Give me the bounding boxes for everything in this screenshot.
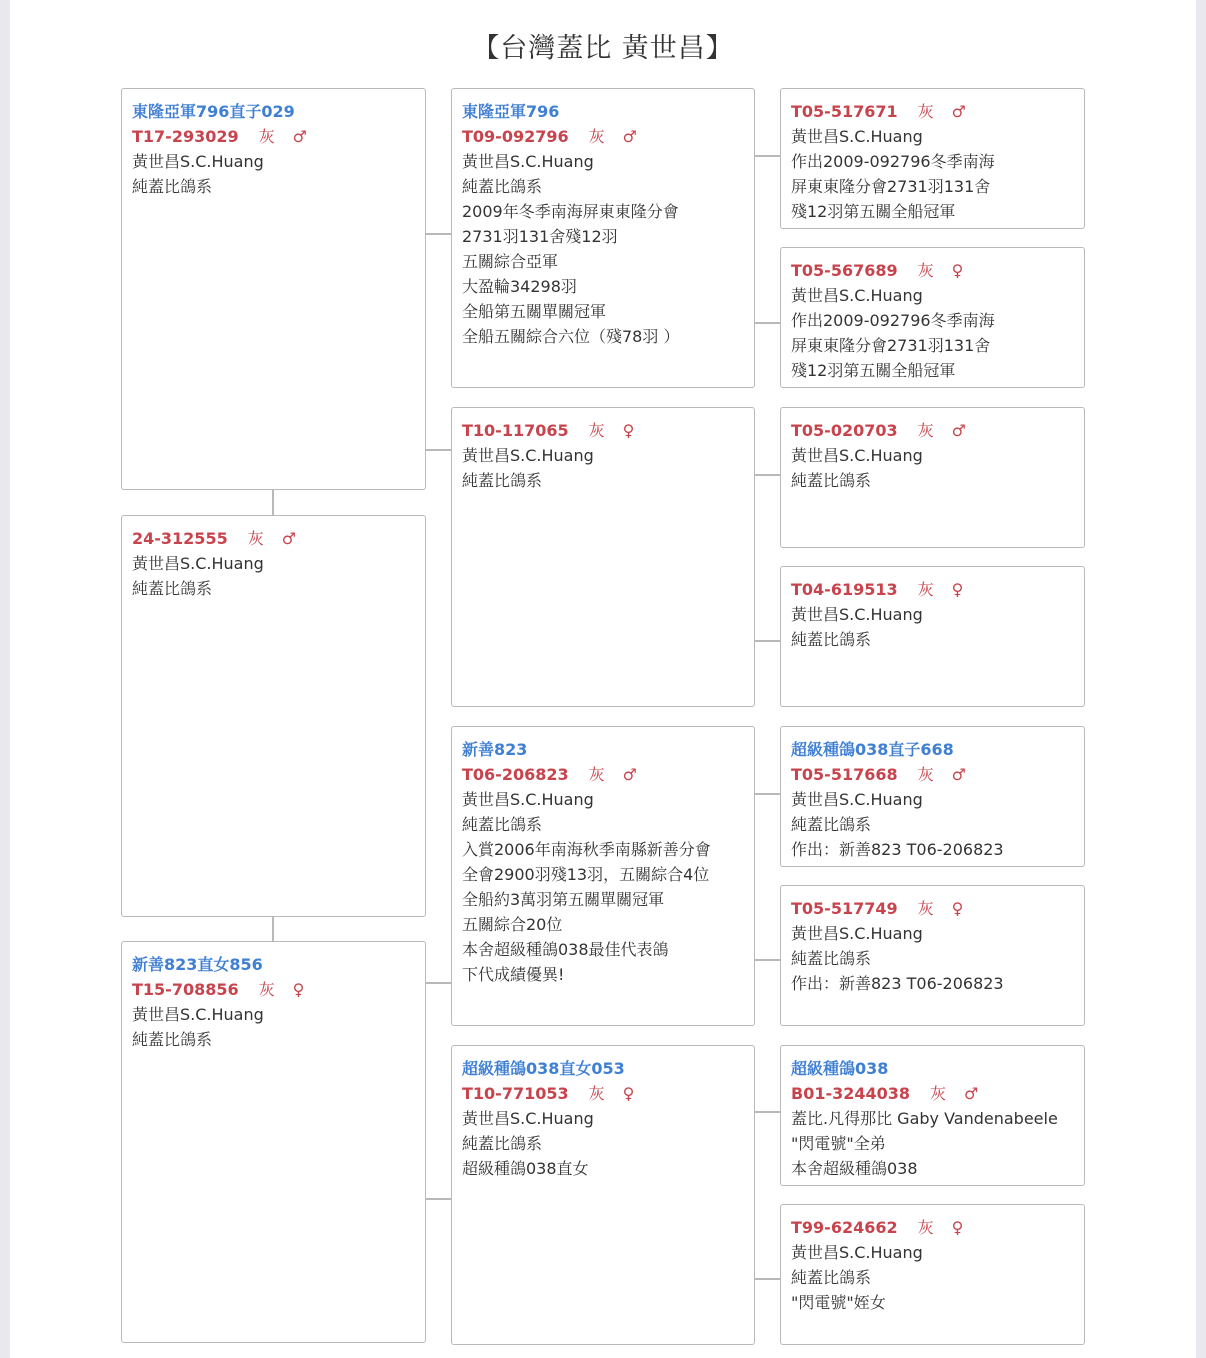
detail-line: 純蓋比鴿系 [132,177,213,196]
pigeon-card [451,407,755,707]
ring-row [791,418,1074,443]
pigeon-card [451,726,755,1026]
male-icon: ♂ [281,529,297,548]
feather-color: 灰 [258,127,275,146]
pigeon-card [121,941,426,1343]
pigeon-card [780,726,1085,867]
detail-line: "閃電號"姪女 [791,1293,886,1312]
pigeon-name: 超級種鴿038 [791,1059,889,1078]
detail-line: 本舍超級種鴿038 [791,1159,918,1178]
male-icon: ♂ [622,127,637,146]
pigeon-card [780,885,1085,1026]
detail-line: 黃世昌S.C.Huang [791,605,923,624]
ring-row [791,99,1074,124]
female-icon: ♀ [951,899,964,918]
male-icon: ♂ [964,1084,979,1103]
connector [272,916,274,942]
female-icon: ♀ [622,421,635,440]
connector [755,640,780,642]
connector [426,1198,451,1200]
detail-line: 殘12羽第五關全船冠軍 [791,202,956,221]
connector [755,322,780,324]
page-title: 【台灣蓋比 黃世昌】 [472,33,734,64]
detail-line: 黃世昌S.C.Huang [462,1109,594,1128]
detail-line: 黃世昌S.C.Huang [462,152,594,171]
feather-color: 灰 [258,980,275,999]
feather-color: 灰 [588,765,605,784]
ring-number: T04-619513 [791,580,898,599]
detail-line: 入賞2006年南海秋季南縣新善分會 [462,840,711,859]
detail-line: 純蓋比鴿系 [132,579,213,598]
feather-color: 灰 [917,421,934,440]
detail-line: 純蓋比鴿系 [132,1030,213,1049]
detail-line: 純蓋比鴿系 [791,1268,872,1287]
detail-line: 黃世昌S.C.Huang [132,152,264,171]
connector [755,474,780,476]
detail-line: 黃世昌S.C.Huang [791,127,923,146]
connector [426,982,451,984]
female-icon: ♀ [622,1084,635,1103]
detail-line: 五關綜合20位 [462,915,563,934]
detail-line: 2009年冬季南海屏東東隆分會 [462,202,679,221]
detail-line: 純蓋比鴿系 [462,471,543,490]
detail-line: 黃世昌S.C.Huang [462,790,594,809]
connector [755,1278,780,1280]
detail-line: 純蓋比鴿系 [462,815,543,834]
ring-number: T06-206823 [462,765,569,784]
ring-number: B01-3244038 [791,1084,911,1103]
ring-number: T05-567689 [791,261,898,280]
feather-color: 灰 [588,1084,605,1103]
detail-line: 大盈輪34298羽 [462,277,577,296]
pigeon-card [121,515,426,917]
detail-line: 屏東東隆分會2731羽131舍 [791,336,991,355]
detail-line: 黃世昌S.C.Huang [791,446,923,465]
ring-row [791,1081,1074,1106]
male-icon: ♂ [951,421,966,440]
connector [755,155,780,157]
ring-number: 24-312555 [132,529,228,548]
detail-line: 本舍超級種鴿038最佳代表鴿 [462,940,669,959]
female-icon: ♀ [951,580,964,599]
feather-color: 灰 [917,765,934,784]
male-icon: ♂ [951,765,966,784]
pigeon-card [780,1204,1085,1345]
feather-color: 灰 [917,580,934,599]
ring-number: T05-517668 [791,765,898,784]
connector [272,490,274,516]
pigeon-name: 超級種鴿038直女053 [462,1059,625,1078]
ring-row [791,1215,1074,1240]
detail-line: 下代成績優異! [462,965,565,984]
ring-number: T10-117065 [462,421,569,440]
ring-row [462,124,744,149]
detail-line: 全船約3萬羽第五關單關冠軍 [462,890,665,909]
connector [426,449,451,451]
male-icon: ♂ [951,102,966,121]
connector [755,793,780,795]
connector [755,959,780,961]
detail-line: 殘12羽第五關全船冠軍 [791,361,956,380]
feather-color: 灰 [930,1084,947,1103]
pigeon-name: 新善823直女856 [132,955,263,974]
detail-line: 全船五關綜合六位（殘78羽 ） [462,327,680,346]
pigeon-card [121,88,426,490]
detail-line: 純蓋比鴿系 [462,1134,543,1153]
ring-number: T10-771053 [462,1084,569,1103]
pigeon-card [451,1045,755,1345]
ring-number: T99-624662 [791,1218,898,1237]
pigeon-name: 東隆亞軍796 [462,102,560,121]
ring-row [132,526,415,551]
ring-number: T09-092796 [462,127,569,146]
ring-number: T05-517671 [791,102,898,121]
detail-line: 全會2900羽殘13羽，五關綜合4位 [462,865,710,884]
detail-line: 五關綜合亞軍 [462,252,559,271]
detail-line: 黃世昌S.C.Huang [791,924,923,943]
detail-line: 純蓋比鴿系 [462,177,543,196]
detail-line: 黃世昌S.C.Huang [462,446,594,465]
detail-line: 全船第五關單關冠軍 [462,302,607,321]
ring-row [132,124,415,149]
ring-number: T05-517749 [791,899,898,918]
female-icon: ♀ [292,980,305,999]
detail-line: 黃世昌S.C.Huang [132,1005,264,1024]
detail-line: "閃電號"全弟 [791,1134,886,1153]
ring-number: T17-293029 [132,127,239,146]
detail-line: 2731羽131舍殘12羽 [462,227,618,246]
detail-line: 作出2009-092796冬季南海 [791,311,995,330]
detail-line: 黃世昌S.C.Huang [791,1243,923,1262]
ring-number: T15-708856 [132,980,239,999]
detail-line: 作出2009-092796冬季南海 [791,152,995,171]
detail-line: 純蓋比鴿系 [791,815,872,834]
pigeon-card [451,88,755,388]
ring-row [791,577,1074,602]
male-icon: ♂ [292,127,307,146]
detail-line: 屏東東隆分會2731羽131舍 [791,177,991,196]
detail-line: 超級種鴿038直女 [462,1159,589,1178]
feather-color: 灰 [588,421,605,440]
feather-color: 灰 [917,899,934,918]
pigeon-card [780,88,1085,229]
pigeon-name: 超級種鴿038直子668 [791,740,954,759]
male-icon: ♂ [622,765,637,784]
ring-row [132,977,415,1002]
ring-number: T05-020703 [791,421,898,440]
detail-line: 作出：新善823 T06-206823 [791,840,1004,859]
detail-line: 作出：新善823 T06-206823 [791,974,1004,993]
ring-row [791,258,1074,283]
detail-line: 黃世昌S.C.Huang [791,790,923,809]
detail-line: 蓋比.凡得那比 Gaby Vandenabeele [791,1109,1058,1128]
connector [755,1111,780,1113]
pigeon-card [780,247,1085,388]
pigeon-card [780,1045,1085,1186]
pigeon-card [780,566,1085,707]
ring-row [791,896,1074,921]
pigeon-name: 東隆亞軍796直子029 [132,102,295,121]
feather-color: 灰 [917,102,934,121]
female-icon: ♀ [951,1218,964,1237]
ring-row [462,1081,744,1106]
ring-row [462,762,744,787]
connector [426,233,451,235]
pigeon-name: 新善823 [462,740,528,759]
ring-row [791,762,1074,787]
detail-line: 純蓋比鴿系 [791,630,872,649]
feather-color: 灰 [247,529,264,548]
feather-color: 灰 [917,1218,934,1237]
feather-color: 灰 [588,127,605,146]
detail-line: 黃世昌S.C.Huang [132,554,264,573]
female-icon: ♀ [951,261,964,280]
detail-line: 純蓋比鴿系 [791,949,872,968]
pigeon-card [780,407,1085,548]
detail-line: 黃世昌S.C.Huang [791,286,923,305]
detail-line: 純蓋比鴿系 [791,471,872,490]
feather-color: 灰 [917,261,934,280]
ring-row [462,418,744,443]
